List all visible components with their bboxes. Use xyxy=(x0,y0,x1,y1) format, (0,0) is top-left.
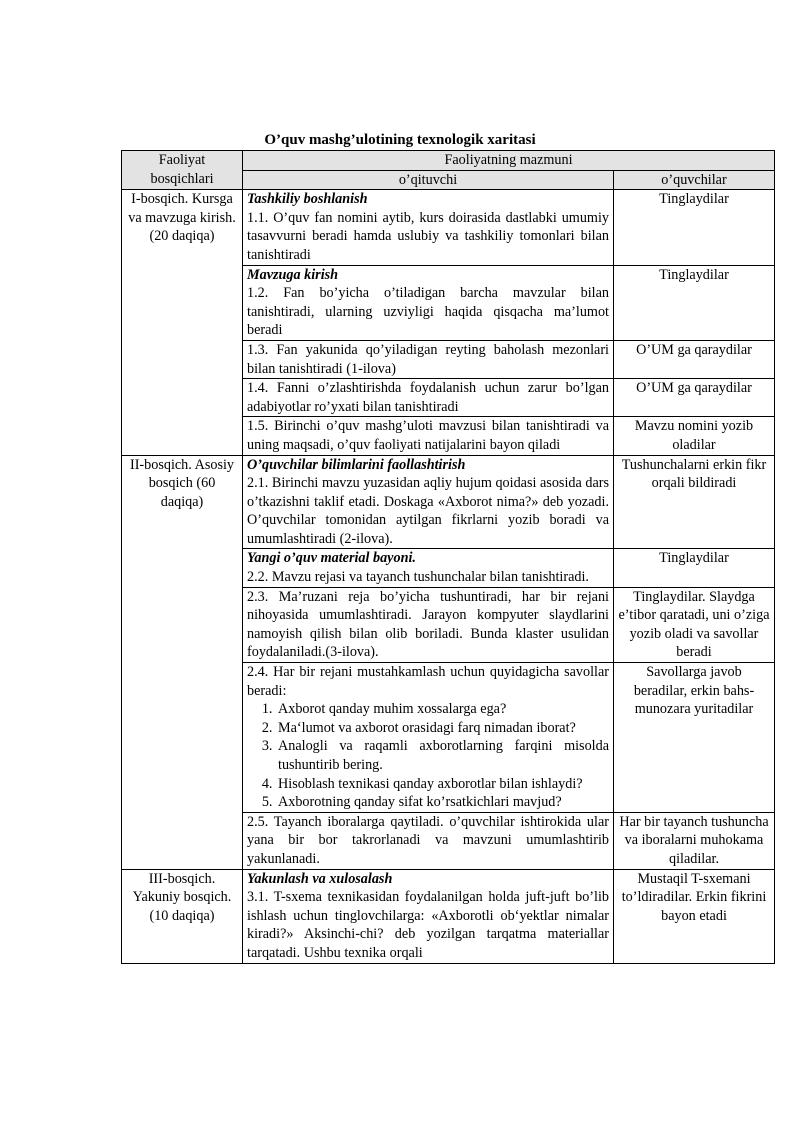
activity-text: 1.2. Fan bo’yicha o’tiladigan barcha mavzular bilan tanishtiradi, ularning uzviyligi haqida qisqacha ma’lumot beradi xyxy=(247,285,609,339)
stage-3-label: III-bosqich. Yakuniy bosqich. (10 daqiqa) xyxy=(122,869,243,963)
teacher-activity xyxy=(243,455,614,549)
student-activity: O’UM ga qaraydilar xyxy=(614,379,775,417)
teacher-activity xyxy=(243,869,614,963)
list-item: 2. Ma‘lumot va axborot orasidagi farq nimadan iborat? xyxy=(276,719,609,738)
table-row xyxy=(122,190,775,265)
stage-2-label: II-bosqich. Asosiy bosqich (60 daqiqa) xyxy=(122,455,243,869)
activity-heading: Yakunlash va xulosalash xyxy=(247,870,393,887)
activity-heading: Mavzuga kirish xyxy=(247,266,339,283)
page-title: O’quv mashg’ulotining texnologik xaritasi xyxy=(264,132,536,148)
student-activity: O’UM ga qaraydilar xyxy=(614,340,775,378)
question-list xyxy=(247,700,609,812)
activity-text: 1.1. O’quv fan nomini aytib, kurs doirasida dastlabki umumiy tasavvurni beradi hamda uslubiy va tashkiliy tomonlari bilan tanishtiradi xyxy=(247,209,609,263)
student-activity: Tinglaydilar xyxy=(614,265,775,340)
teacher-activity: 1.5. Birinchi o’quv mashg’uloti mavzusi bilan tanishtiradi va uning maqsadi, o’quv faoliyati natijalarini bayon qiladi xyxy=(243,417,614,455)
technology-map-table xyxy=(121,150,775,964)
content-column-header: Faoliyatning mazmuni xyxy=(243,151,775,171)
teacher-activity: 2.3. Ma’ruzani reja bo’yicha tushuntiradi, har bir rejani nihoyasida umumlashtiradi. Jarayon kompyuter slaydlarini namoyish qilish bilan olib boriladi. Bunda klaster usulidan foydalaniladi.(3-ilova). xyxy=(243,587,614,662)
activity-heading: Yangi o’quv material bayoni. xyxy=(247,550,416,567)
teacher-activity: 1.3. Fan yakunida qo’yiladigan reyting baholash mezonlari bilan tanishtiradi (1-ilova) xyxy=(243,340,614,378)
list-item: 1. Axborot qanday muhim xossalarga ega? xyxy=(276,700,609,719)
teacher-activity: 2.5. Tayanch iboralarga qaytiladi. o’quvchilar ishtirokida ular yana bir bor takrorlanadi va mavzuni umumlashtirib yakunlanadi. xyxy=(243,812,614,869)
teacher-activity: 1.4. Fanni o’zlashtirishda foydalanish uchun zarur bo’lgan adabiyotlar ro’yxati bilan tanishtiradi xyxy=(243,379,614,417)
teacher-activity xyxy=(243,265,614,340)
activity-text: 2.2. Mavzu rejasi va tayanch tushunchalar bilan tanishtiradi. xyxy=(247,569,589,586)
students-column-header: o’quvchilar xyxy=(614,170,775,190)
activity-heading: O’quvchilar bilimlarini faollashtirish xyxy=(247,456,466,473)
student-activity: Har bir tayanch tushuncha va iboralarni muhokama qiladilar. xyxy=(614,812,775,869)
activity-text: 2.1. Birinchi mavzu yuzasidan aqliy hujum qoidasi asosida dars o’tkazishni taklif etadi. Doskaga «Axborot nima?» deb yozadi. O’quvchilar tomonidan aytilgan fikrlarni yozib boradi va umumlashtiradi (2-ilova). xyxy=(247,475,609,547)
list-item: 3. Analogli va raqamli axborotlarning farqini misolda tushuntirib bering. xyxy=(276,737,609,774)
list-item: 4. Hisoblash texnikasi qanday axborotlar bilan ishlaydi? xyxy=(276,775,609,794)
stage-1-label: I-bosqich. Kursga va mavzuga kirish. (20 daqiqa) xyxy=(122,190,243,455)
table-row xyxy=(122,455,775,549)
teacher-activity xyxy=(243,663,614,813)
teacher-activity xyxy=(243,190,614,265)
student-activity: Savollarga javob beradilar, erkin bahs-munozara yuritadilar xyxy=(614,663,775,813)
table-row xyxy=(122,869,775,963)
teacher-activity xyxy=(243,549,614,587)
student-activity: Tinglaydilar. Slaydga e’tibor qaratadi, uni o’ziga yozib oladi va savollar beradi xyxy=(614,587,775,662)
activity-heading: Tashkiliy boshlanish xyxy=(247,191,368,208)
student-activity: Mavzu nomini yozib oladilar xyxy=(614,417,775,455)
student-activity: Tinglaydilar xyxy=(614,190,775,265)
stage-column-header: Faoliyat bosqichlari xyxy=(122,151,243,190)
activity-text: 3.1. T-sxema texnikasidan foydalanilgan holda juft-juft bo’lib ishlash uchun tinglovchilarga: «Axborotli ob‘yektlar nimalar kiradi?» Aksinchi-chi? deb yozilgan tarqatma materiallar tarqatadi. Ushbu texnika orqali xyxy=(247,889,609,961)
student-activity: Mustaqil T-sxemani to’ldiradilar. Erkin fikrini bayon etadi xyxy=(614,869,775,963)
list-item: 5. Axborotning qanday sifat ko’rsatkichlari mavjud? xyxy=(276,793,609,812)
student-activity: Tushunchalarni erkin fikr orqali bildiradi xyxy=(614,455,775,549)
teacher-column-header: o’qituvchi xyxy=(243,170,614,190)
student-activity: Tinglaydilar xyxy=(614,549,775,587)
activity-text: 2.4. Har bir rejani mustahkamlash uchun quyidagicha savollar beradi: xyxy=(247,664,609,699)
header-row xyxy=(122,151,775,171)
